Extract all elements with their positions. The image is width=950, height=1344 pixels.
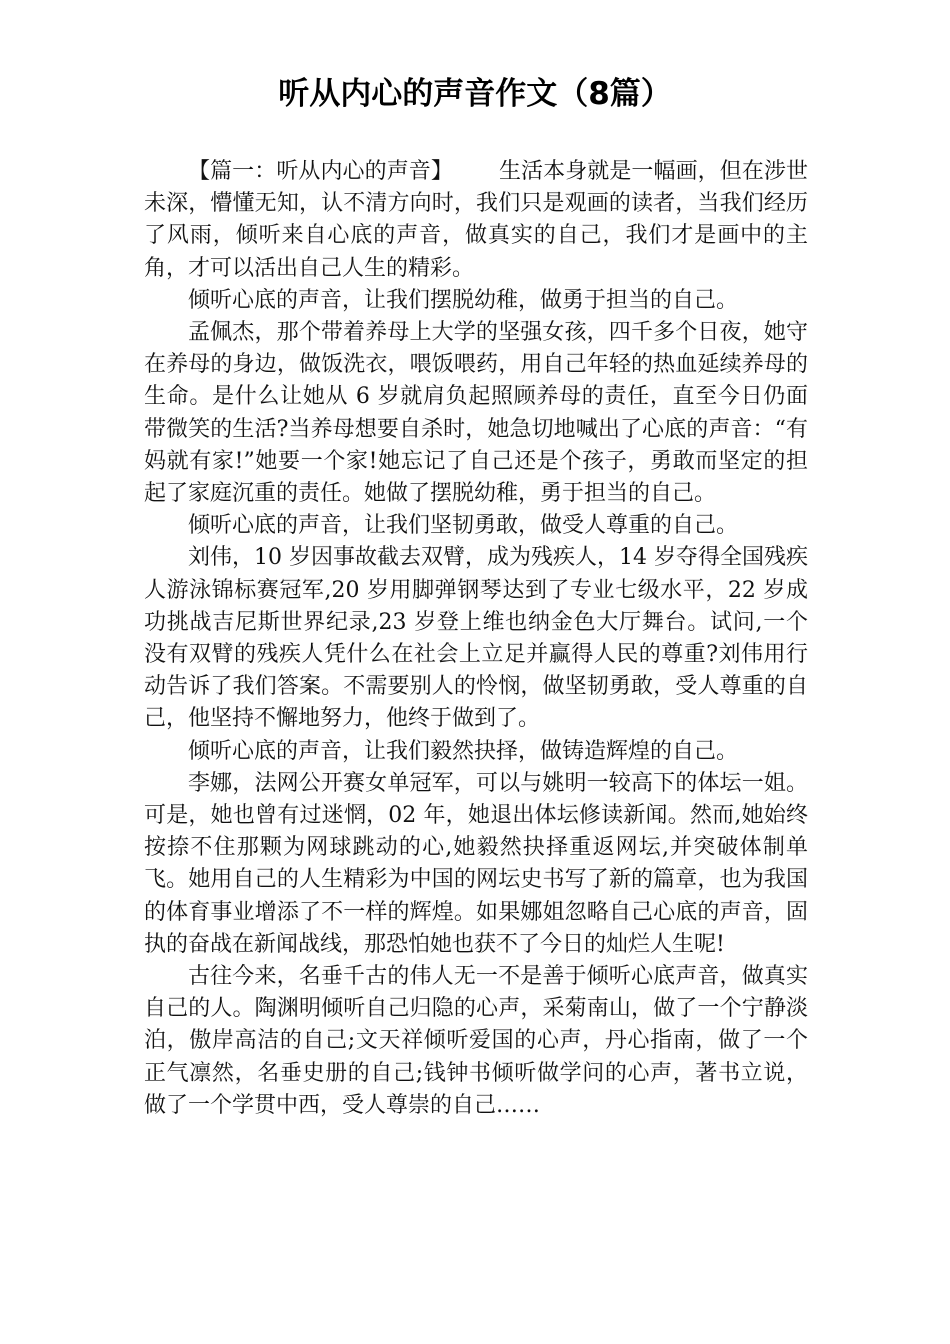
paragraph-5: 刘伟，10 岁因事故截去双臂，成为残疾人，14 岁夺得全国残疾人游泳锦标赛冠军,20 岁用脚弹钢琴达到了专业七级水平，22 岁成功挑战吉尼斯世界纪录,23 岁登上维也纳金色大厅舞台。试问,一个没有双臂的残疾人凭什么在社会上立足并赢得人民的尊重?刘伟用行动告诉了我们答案。不需要别人的怜悯，做坚韧勇敢，受人尊重的自己，他坚持不懈地努力，他终于做到了。 [144, 545, 808, 732]
document-body [144, 156, 808, 1122]
section-heading: 【篇一：听从内心的声音】 [188, 159, 453, 184]
paragraph-7: 李娜，法网公开赛女单冠军，可以与姚明一较高下的体坛一姐。可是，她也曾有过迷惘，02 年，她退出体坛修读新闻。然而,她始终按捺不住那颗为网球跳动的心,她毅然抉择重返网坛,并突破体制单飞。她用自己的人生精彩为中国的网坛史书写了新的篇章，也为我国的体育事业增添了不一样的辉煌。如果娜姐忽略自己心底的声音，固执的奋战在新闻战线，那恐怕她也获不了今日的灿烂人生呢! [144, 770, 808, 957]
paragraph-8: 古往今来，名垂千古的伟人无一不是善于倾听心底声音，做真实自己的人。陶渊明倾听自己归隐的心声，采菊南山，做了一个宁静淡泊，傲岸高洁的自己;文天祥倾听爱国的心声，丹心指南，做了一个正气凛然，名垂史册的自己;钱钟书倾听做学问的心声，著书立说，做了一个学贯中西，受人尊崇的自己…… [144, 964, 808, 1118]
paragraph-2: 倾听心底的声音，让我们摆脱幼稚，做勇于担当的自己。 [188, 287, 739, 313]
document-title: 听从内心的声音作文（8篇） [278, 76, 672, 112]
paragraph-4: 倾听心底的声音，让我们坚韧勇敢，做受人尊重的自己。 [188, 513, 739, 539]
paragraph-1 [144, 156, 808, 285]
paragraph-3: 孟佩杰，那个带着养母上大学的坚强女孩，四千多个日夜，她守在养母的身边，做饭洗衣，喂饭喂药，用自己年轻的热血延续养母的生命。是什么让她从 6 岁就肩负起照顾养母的责任，直至今日仍面带微笑的生活?当养母想要自杀时，她急切地喊出了心底的声音：“有妈就有家!”她要一个家!她忘记了自己还是个孩子，勇敢而坚定的担起了家庭沉重的责任。她做了摆脱幼稚，勇于担当的自己。 [144, 320, 808, 507]
paragraph-1-text: 生活本身就是一幅画，但在涉世未深，懵懂无知，认不清方向时，我们只是观画的读者，当我们经历了风雨，倾听来自心底的声音，做真实的自己，我们才是画中的主角，才可以活出自己人生的精彩。 [144, 159, 808, 281]
paragraph-6: 倾听心底的声音，让我们毅然抉择，做铸造辉煌的自己。 [188, 738, 739, 764]
